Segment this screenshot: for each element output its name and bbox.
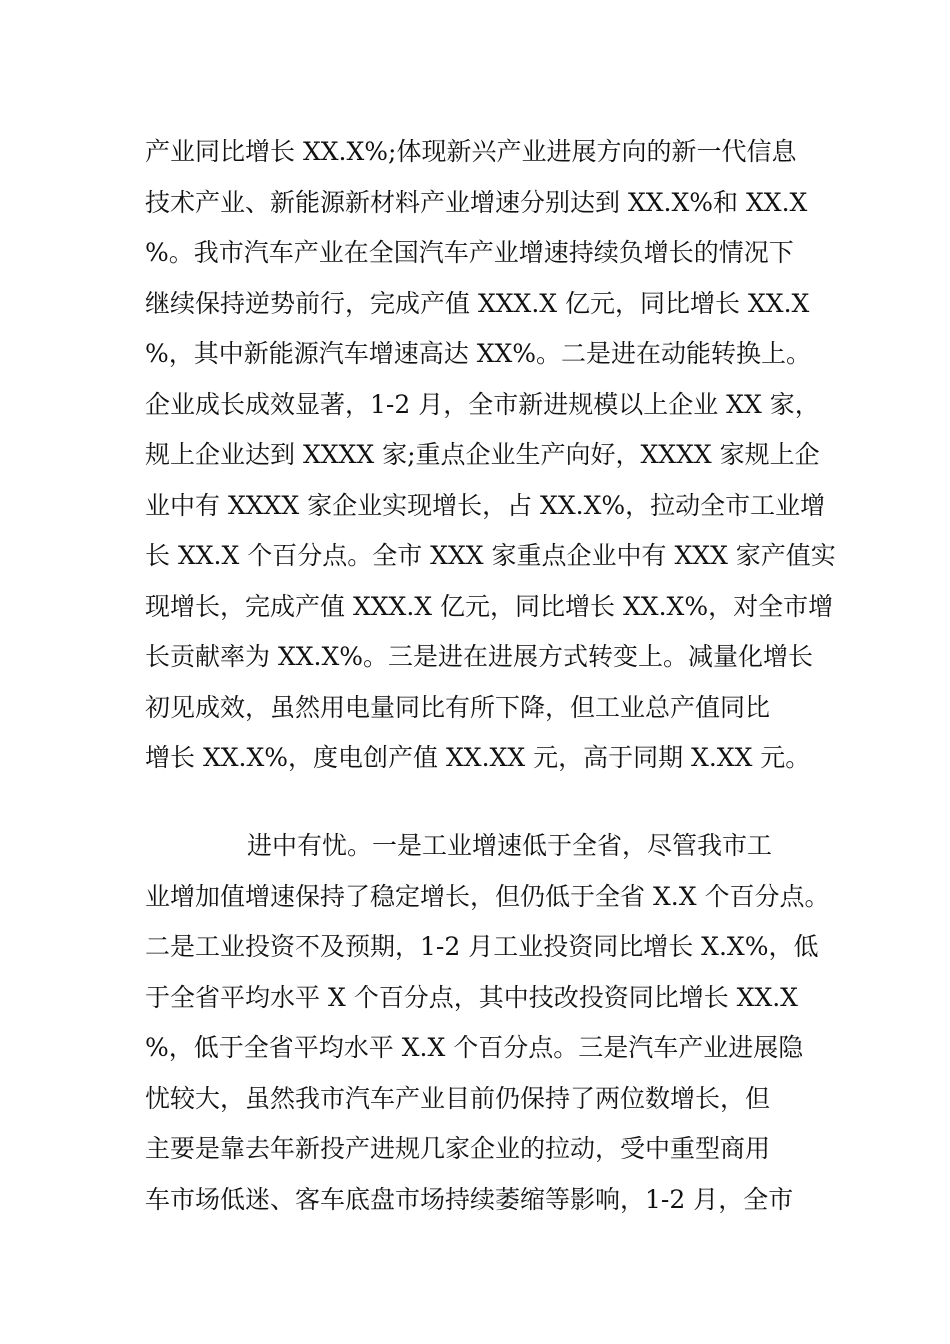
text-line: 产业同比增长 XX.X%;体现新兴产业进展方向的新一代信息 <box>145 137 797 166</box>
text-line: 主要是靠去年新投产进规几家企业的拉动，受中重型商用 <box>145 1134 771 1163</box>
text-line: 于全省平均水平 X 个百分点，其中技改投资同比增长 XX.X <box>145 982 798 1012</box>
text-line: 技术产业、新能源新材料产业增速分别达到 XX.X%和 XX.X <box>145 187 808 217</box>
text-line-indented: 进中有忧。一是工业增速低于全省，尽管我市工 <box>247 831 773 860</box>
text-line: 企业成长成效显著，1-2 月，全市新进规模以上企业 XX 家， <box>145 389 820 419</box>
text-line: 继续保持逆势前行，完成产值 XXX.X 亿元，同比增长 XX.X <box>145 288 810 318</box>
text-line: %，其中新能源汽车增速高达 XX%。二是进在动能转换上。 <box>145 339 812 368</box>
text-line: 业增加值增速保持了稳定增长，但仍低于全省 X.X 个百分点。 <box>145 881 830 911</box>
paragraph-1 <box>145 127 836 784</box>
text-line: 二是工业投资不及预期，1-2 月工业投资同比增长 X.X%，低 <box>145 932 819 961</box>
text-line: %。我市汽车产业在全国汽车产业增速持续负增长的情况下 <box>145 238 794 267</box>
text-line: %，低于全省平均水平 X.X 个百分点。三是汽车产业进展隐 <box>145 1033 804 1062</box>
paragraph-2 <box>145 821 830 1225</box>
text-line: 初见成效，虽然用电量同比有所下降，但工业总产值同比 <box>145 692 771 722</box>
text-line: 业中有 XXXX 家企业实现增长，占 XX.X%，拉动全市工业增 <box>145 490 826 520</box>
text-line: 规上企业达到 XXXX 家;重点企业生产向好，XXXX 家规上企 <box>145 440 820 469</box>
text-line: 现增长，完成产值 XXX.X 亿元，同比增长 XX.X%，对全市增 <box>145 591 834 621</box>
text-line: 车市场低迷、客车底盘市场持续萎缩等影响，1-2 月，全市 <box>145 1184 794 1214</box>
text-line: 长 XX.X 个百分点。全市 XXX 家重点企业中有 XXX 家产值实 <box>145 541 836 570</box>
text-line: 忧较大，虽然我市汽车产业目前仍保持了两位数增长，但 <box>145 1083 771 1113</box>
text-line: 增长 XX.X%，度电创产值 XX.XX 元，高于同期 X.XX 元。 <box>145 743 811 772</box>
text-line: 长贡献率为 XX.X%。三是进在进展方式转变上。减量化增长 <box>145 642 814 671</box>
